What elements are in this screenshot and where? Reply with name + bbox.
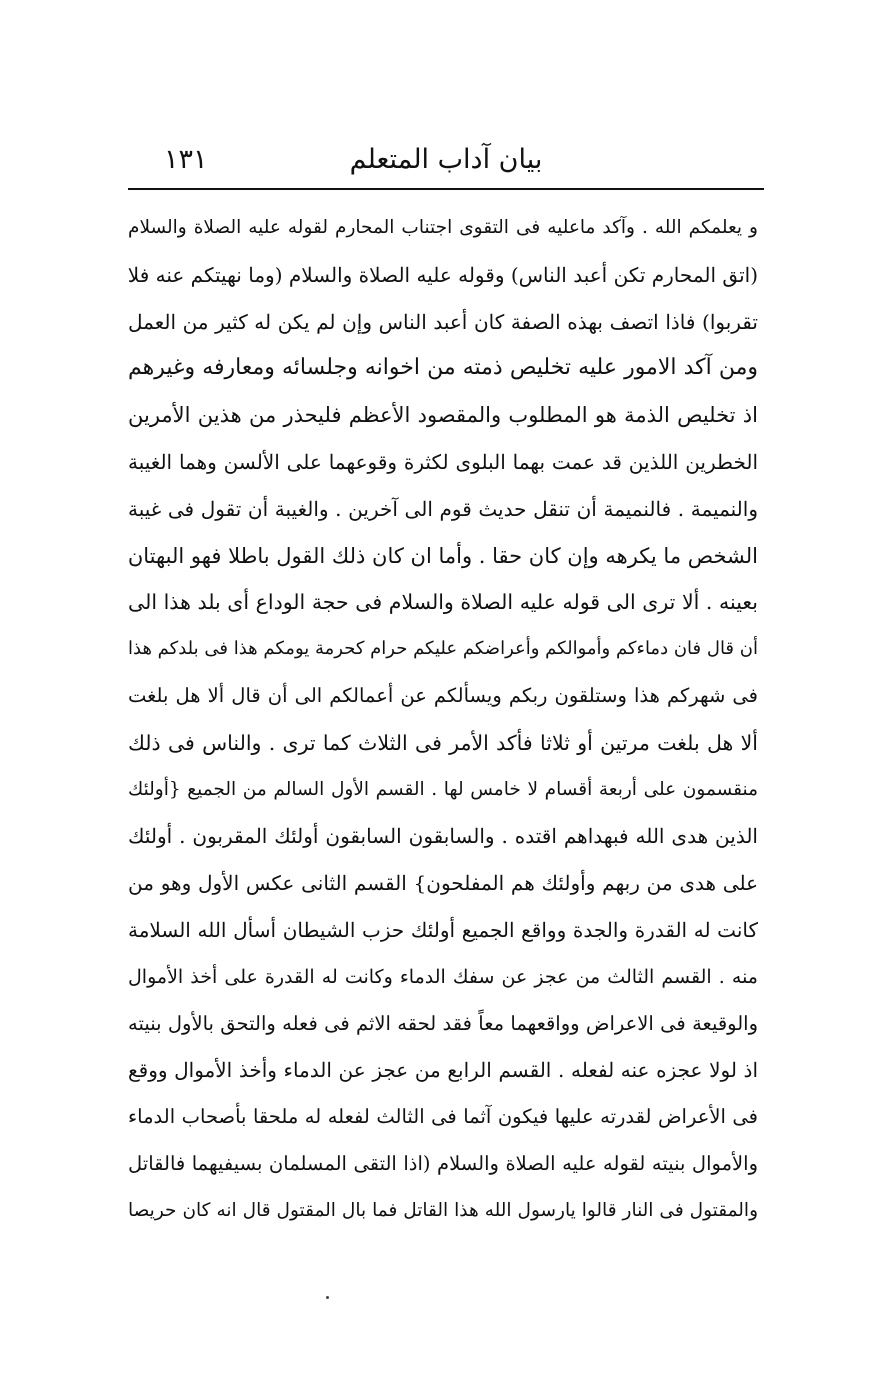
header-divider [128, 188, 764, 190]
text-line: ومن آكد الامور عليه تخليص ذمته من اخوانه وجلسائه ومعارفه وغيرهم [128, 355, 758, 381]
text-line: اذ تخليص الذمة هو المطلوب والمقصود الأعظم فليحذر من هذين الأمرين [128, 403, 758, 428]
text-line: الذين هدى الله فبهداهم اقتده . والسابقون السابقون أولئك المقربون . أولئك [128, 824, 758, 849]
text-line: فى الأعراض لقدرته عليها فيكون آثما فى الثالث لفعله له ملحقا بأصحاب الدماء [128, 1105, 758, 1129]
text-line: (اتق المحارم تكن أعبد الناس) وقوله عليه الصلاة والسلام (وما نهيتكم عنه فلا [128, 262, 758, 287]
text-line: الخطرين اللذين قد عمت بهما البلوى لكثرة وقوعهما على الألسن وهما الغيبة [128, 449, 758, 474]
body-text [128, 205, 758, 1235]
print-speck [326, 1296, 329, 1299]
text-line: منقسمون على أربعة أقسام لا خامس لها . القسم الأول السالم من الجميع {أولئك [128, 778, 758, 800]
running-header [128, 140, 764, 186]
page-number: ١٣١ [164, 144, 208, 175]
text-line: والمقتول فى النار قالوا يارسول الله هذا القاتل فما بال المقتول قال انه كان حريصا [128, 1199, 758, 1221]
text-line: منه . القسم الثالث من عجز عن سفك الدماء وكانت له القدرة على أخذ الأموال [128, 965, 758, 988]
text-line: الشخص ما يكرهه وإن كان حقا . وأما ان كان ذلك القول باطلا فهو البهتان [128, 543, 758, 568]
text-line: على هدى من ربهم وأولئك هم المفلحون} القسم الثانى عكس الأول وهو من [128, 871, 758, 896]
text-line: ألا هل بلغت مرتين أو ثلاثا فأكد الأمر فى الثلاث كما ترى . والناس فى ذلك [128, 730, 758, 755]
text-line: كانت له القدرة والجدة وواقع الجميع أولئك حزب الشيطان أسأل الله السلامة [128, 917, 758, 942]
text-line: أن قال فان دماءكم وأموالكم وأعراضكم عليكم حرام كحرمة يومكم هذا فى بلدكم هذا [128, 638, 758, 660]
text-line: اذ لولا عجزه عنه لفعله . القسم الرابع من عجز عن الدماء وأخذ الأموال ووقع [128, 1058, 758, 1083]
running-title: بيان آداب المتعلم [349, 144, 543, 175]
text-line: بعينه . ألا ترى الى قوله عليه الصلاة والسلام فى حجة الوداع أى بلد هذا الى [128, 590, 758, 615]
text-line: تقربوا) فاذا اتصف بهذه الصفة كان أعبد الناس وإن لم يكن له كثير من العمل [128, 309, 758, 334]
text-line: والنميمة . فالنميمة أن تنقل حديث قوم الى آخرين . والغيبة أن تقول فى غيبة [128, 496, 758, 521]
text-line: و يعلمكم الله . وآكد ماعليه فى التقوى اجتناب المحارم لقوله عليه الصلاة والسلام [128, 217, 758, 238]
text-line: والأموال بنيته لقوله عليه الصلاة والسلام (اذا التقى المسلمان بسيفيهما فالقاتل [128, 1151, 758, 1175]
text-line: فى شهركم هذا وستلقون ربكم ويسألكم عن أعمالكم الى أن قال ألا هل بلغت [128, 683, 758, 707]
text-line: والوقيعة فى الاعراض وواقعهما معاً فقد لحقه الاثم فى فعله والتحق بالأول بنيته [128, 1011, 758, 1035]
